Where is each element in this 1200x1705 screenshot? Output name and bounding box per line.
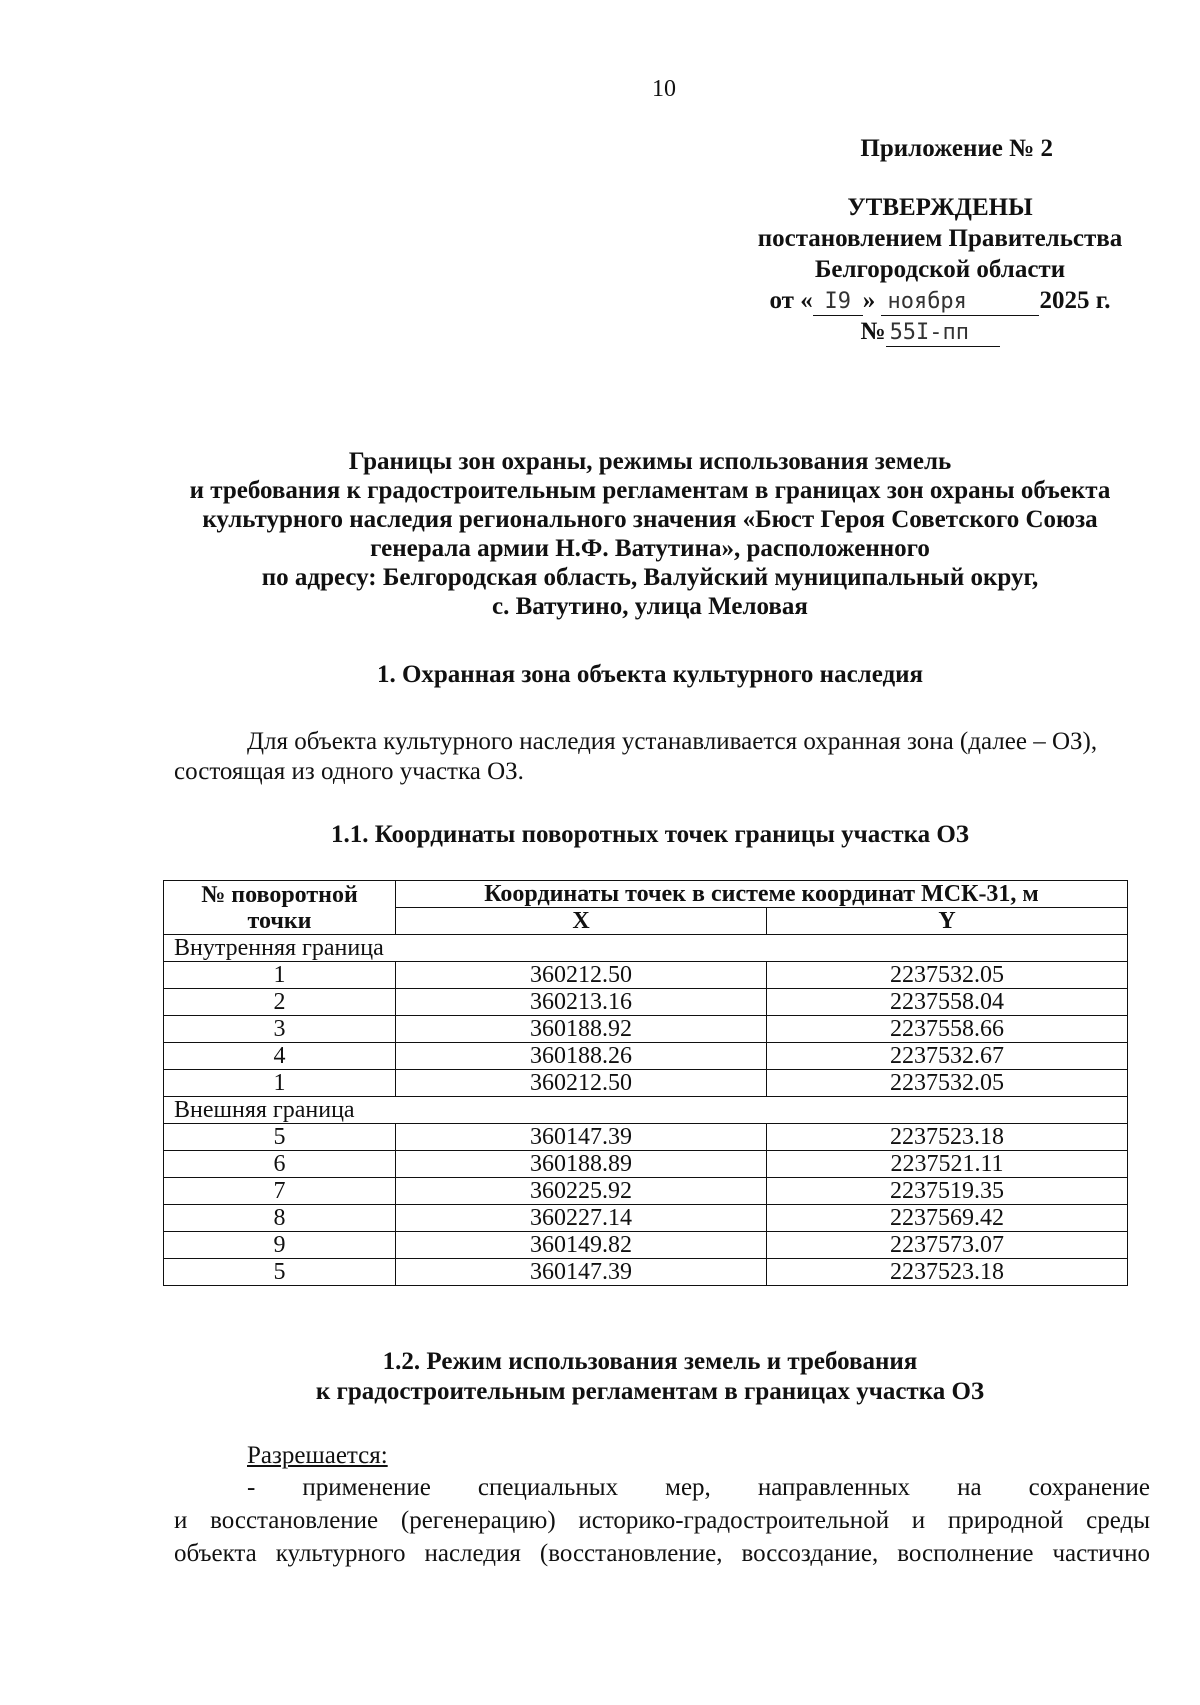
title-line: Границы зон охраны, режимы использования земель (348, 448, 952, 475)
point-number-cell: 3 (164, 1016, 396, 1043)
approval-date (720, 285, 1160, 316)
table-row (164, 1151, 1128, 1178)
section-1-1-heading: 1.1. Координаты поворотных точек границы участка ОЗ (331, 821, 969, 848)
table-row (164, 1016, 1128, 1043)
table-row (164, 989, 1128, 1016)
point-number-cell: 1 (164, 1070, 396, 1097)
y-coordinate-cell: 2237532.67 (767, 1043, 1128, 1070)
coordinates-table (163, 880, 1128, 1286)
x-coordinate-cell: 360188.26 (396, 1043, 767, 1070)
title-line: культурного наследия регионального значения «Бюст Героя Советского Союза (202, 506, 1098, 533)
y-coordinate-cell: 2237558.04 (767, 989, 1128, 1016)
section-1-2-heading (150, 1347, 1150, 1407)
title-line: генерала армии Н.Ф. Ватутина», расположенного (370, 535, 930, 562)
title-line: и требования к градостроительным регламентам в границах зон охраны объекта (189, 477, 1111, 504)
permit-line3: объекта культурного наследия (восстановление, воссоздание, восполнение частично (174, 1540, 1150, 1567)
intro-line2: состоящая из одного участка ОЗ. (174, 758, 524, 785)
point-number-cell: 6 (164, 1151, 396, 1178)
x-coordinate-cell: 360213.16 (396, 989, 767, 1016)
x-coordinate-cell: 360225.92 (396, 1178, 767, 1205)
decree-number: 55I-пп (886, 320, 1000, 347)
x-coordinate-cell: 360147.39 (396, 1124, 767, 1151)
section-1-intro (174, 727, 1150, 787)
y-coordinate-cell: 2237573.07 (767, 1232, 1128, 1259)
outer-boundary-group (164, 1097, 1128, 1286)
group-row-outer (164, 1097, 1128, 1124)
x-coordinate-cell: 360212.50 (396, 962, 767, 989)
point-number-cell: 1 (164, 962, 396, 989)
date-day: I9 (813, 289, 863, 316)
header-x: X (396, 908, 767, 935)
permit-text (174, 1471, 1150, 1570)
table-row (164, 1259, 1128, 1286)
table-row (164, 1205, 1128, 1232)
approval-block (720, 192, 1160, 347)
x-coordinate-cell: 360212.50 (396, 1070, 767, 1097)
title-line: по адресу: Белгородская область, Валуйский муниципальный округ, (261, 564, 1039, 591)
date-month: ноября (881, 289, 1039, 316)
header-y: Y (767, 908, 1128, 935)
table-header-row (164, 881, 1128, 908)
y-coordinate-cell: 2237569.42 (767, 1205, 1128, 1232)
document-title (150, 447, 1150, 621)
table-row (164, 962, 1128, 989)
y-coordinate-cell: 2237523.18 (767, 1124, 1128, 1151)
section-1-2-heading-line2: к градостроительным регламентам в границах участка ОЗ (315, 1378, 985, 1405)
x-coordinate-cell: 360149.82 (396, 1232, 767, 1259)
permit-line2: и восстановление (регенерацию) историко-градостроительной и природной среды (174, 1507, 1150, 1534)
page-number: 10 (652, 76, 676, 102)
y-coordinate-cell: 2237532.05 (767, 962, 1128, 989)
section-1-2-heading-line1: 1.2. Режим использования земель и требования (382, 1348, 918, 1375)
header-point-line2: точки (247, 907, 312, 934)
x-coordinate-cell: 360147.39 (396, 1259, 767, 1286)
outer-boundary-label: Внешняя граница (164, 1097, 1128, 1124)
x-coordinate-cell: 360188.92 (396, 1016, 767, 1043)
y-coordinate-cell: 2237558.66 (767, 1016, 1128, 1043)
point-number-cell: 5 (164, 1259, 396, 1286)
table-row (164, 1232, 1128, 1259)
permit-label: Разрешается: (247, 1442, 388, 1469)
title-line: с. Ватутино, улица Меловая (492, 593, 808, 620)
table-row (164, 1043, 1128, 1070)
approval-line2: Белгородской области (814, 256, 1066, 283)
table-row (164, 1178, 1128, 1205)
date-prefix: от « (769, 287, 813, 314)
header-coordinates: Координаты точек в системе координат МСК-31, м (396, 881, 1128, 908)
approval-line1: постановлением Правительства (757, 225, 1123, 252)
approval-number (720, 316, 1160, 347)
y-coordinate-cell: 2237532.05 (767, 1070, 1128, 1097)
x-coordinate-cell: 360227.14 (396, 1205, 767, 1232)
approval-heading: УТВЕРЖДЕНЫ (847, 194, 1033, 221)
group-row-inner (164, 935, 1128, 962)
date-year: 2025 г. (1039, 287, 1111, 314)
section-1-heading: 1. Охранная зона объекта культурного наследия (376, 661, 924, 688)
point-number-cell: 5 (164, 1124, 396, 1151)
header-point-number (164, 881, 396, 935)
table-row (164, 1124, 1128, 1151)
y-coordinate-cell: 2237523.18 (767, 1259, 1128, 1286)
point-number-cell: 9 (164, 1232, 396, 1259)
table-row (164, 1070, 1128, 1097)
number-prefix: № (860, 318, 886, 345)
y-coordinate-cell: 2237521.11 (767, 1151, 1128, 1178)
point-number-cell: 8 (164, 1205, 396, 1232)
point-number-cell: 4 (164, 1043, 396, 1070)
permit-line1: - применение специальных мер, направленных на сохранение (247, 1474, 1150, 1501)
point-number-cell: 7 (164, 1178, 396, 1205)
x-coordinate-cell: 360188.89 (396, 1151, 767, 1178)
y-coordinate-cell: 2237519.35 (767, 1178, 1128, 1205)
point-number-cell: 2 (164, 989, 396, 1016)
date-mid: » (862, 287, 876, 314)
inner-boundary-group (164, 935, 1128, 1097)
header-point-line1: № поворотной (201, 881, 358, 908)
intro-line1: Для объекта культурного наследия устанавливается охранная зона (далее – ОЗ), (247, 728, 1098, 755)
inner-boundary-label: Внутренняя граница (164, 935, 1128, 962)
appendix-label: Приложение № 2 (860, 135, 1053, 162)
